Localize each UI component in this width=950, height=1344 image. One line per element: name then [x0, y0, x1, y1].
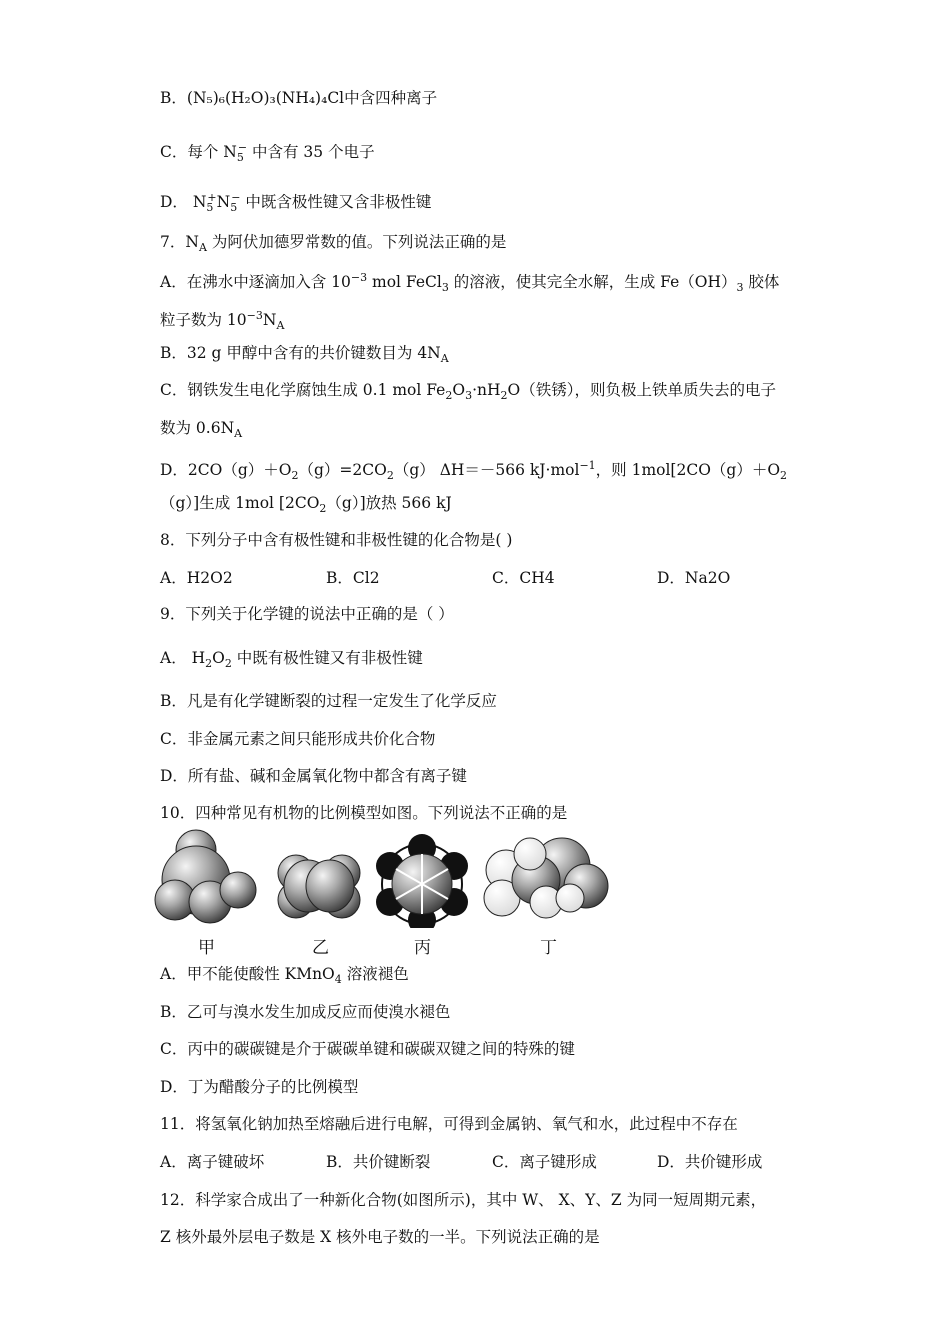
q7-option-d-line1: D．$2CO(g)+O_2(g)=2CO_2(g)$ ΔH＝－566 kJ·mol$^{-1}$，则 $1mol[2CO(g)+O_2$ — [160, 459, 788, 482]
caption-ding: 丁 — [540, 938, 557, 958]
q11-stem: 11．将氢氧化钠加热至熔融后进行电解，可得到金属钠、氧气和水，此过程中不存在 — [160, 1115, 738, 1133]
q8-option-d: D．Na2O — [657, 569, 731, 587]
q11-option-a: A．离子键破坏 — [160, 1153, 265, 1171]
methane-model — [155, 830, 256, 923]
ethanol-model — [484, 838, 608, 918]
q7-option-a-line2: 粒子数为 $10^{-3}N_A$ — [160, 309, 285, 332]
q9-option-d: D．所有盐、碱和金属氧化物中都含有离子键 — [160, 767, 467, 785]
q6-option-b: B．(N₅)₆(H₂O)₃(NH₄)₄Cl中含四种离子 — [160, 89, 438, 107]
ethylene-model — [278, 855, 360, 918]
space-filling-models-figure — [150, 828, 620, 928]
q7-option-c-line1: C．钢铁发生电化学腐蚀生成 0.1 mol $Fe_2O_3\cdot nH_2O$（铁锈），则负极上铁单质失去的电子 — [160, 381, 776, 402]
caption-jia: 甲 — [198, 938, 215, 958]
q11-options — [160, 1152, 763, 1172]
q10-stem: 10．四种常见有机物的比例模型如图。下列说法不正确的是 — [160, 804, 568, 822]
q7-option-a-line1: A．在沸水中逐滴加入含 $10^{-3}$ mol FeCl$_3$ 的溶液，使其完全水解，生成 $Fe(OH)_3$ 胶体 — [160, 271, 780, 294]
q7-option-b: B．32 g 甲醇中含有的共价键数目为 $4N_A$ — [160, 344, 449, 365]
q11-option-c: C．离子键形成 — [492, 1153, 597, 1171]
q8-option-a: A．H2O2 — [160, 569, 233, 587]
q8-options — [160, 568, 760, 588]
q9-option-a: A． $H_2O_2$ 中既有极性键又有非极性键 — [160, 649, 423, 670]
caption-yi: 乙 — [312, 938, 329, 958]
q9-stem: 9．下列关于化学键的说法中正确的是（ ） — [160, 605, 454, 623]
q7-option-c-line2: 数为 $0.6N_A$ — [160, 419, 243, 440]
q10-option-a: A．甲不能使酸性 KMnO$_4$ 溶液褪色 — [160, 965, 409, 986]
q6-option-c: C．每个 $N_5^-$ 中含有 35 个电子 — [160, 141, 375, 164]
q8-stem: 8．下列分子中含有极性键和非极性键的化合物是( ) — [160, 531, 513, 549]
q6-option-d: D． $N_5^+N_5^-$ 中既含极性键又含非极性键 — [160, 191, 432, 214]
q7-stem: 7．$N_A$ 为阿伏加德罗常数的值。下列说法正确的是 — [160, 233, 507, 254]
q9-option-b: B．凡是有化学键断裂的过程一定发生了化学反应 — [160, 692, 497, 710]
q10-option-d: D．丁为醋酸分子的比例模型 — [160, 1078, 359, 1096]
q12-stem-line2: Z 核外最外层电子数是 X 核外电子数的一半。下列说法正确的是 — [160, 1228, 600, 1246]
q9-option-c: C．非金属元素之间只能形成共价化合物 — [160, 730, 436, 748]
q8-option-c: C．CH4 — [492, 569, 555, 587]
q7-option-d-line2: （g）]生成 1mol $[2CO_2(g)]$放热 566 kJ — [160, 494, 452, 515]
caption-bing: 丙 — [414, 938, 431, 958]
q10-option-b: B．乙可与溴水发生加成反应而使溴水褪色 — [160, 1003, 451, 1021]
q8-option-b: B．Cl2 — [326, 569, 380, 587]
q11-option-b: B．共价键断裂 — [326, 1153, 431, 1171]
q11-option-d: D．共价键形成 — [657, 1153, 763, 1171]
q10-option-c: C．丙中的碳碳键是介于碳碳单键和碳碳双键之间的特殊的键 — [160, 1040, 575, 1058]
q12-stem-line1: 12．科学家合成出了一种新化合物(如图所示)，其中 W、 X、Y、Z 为同一短周期元素， — [160, 1191, 767, 1209]
benzene-model — [376, 834, 468, 928]
